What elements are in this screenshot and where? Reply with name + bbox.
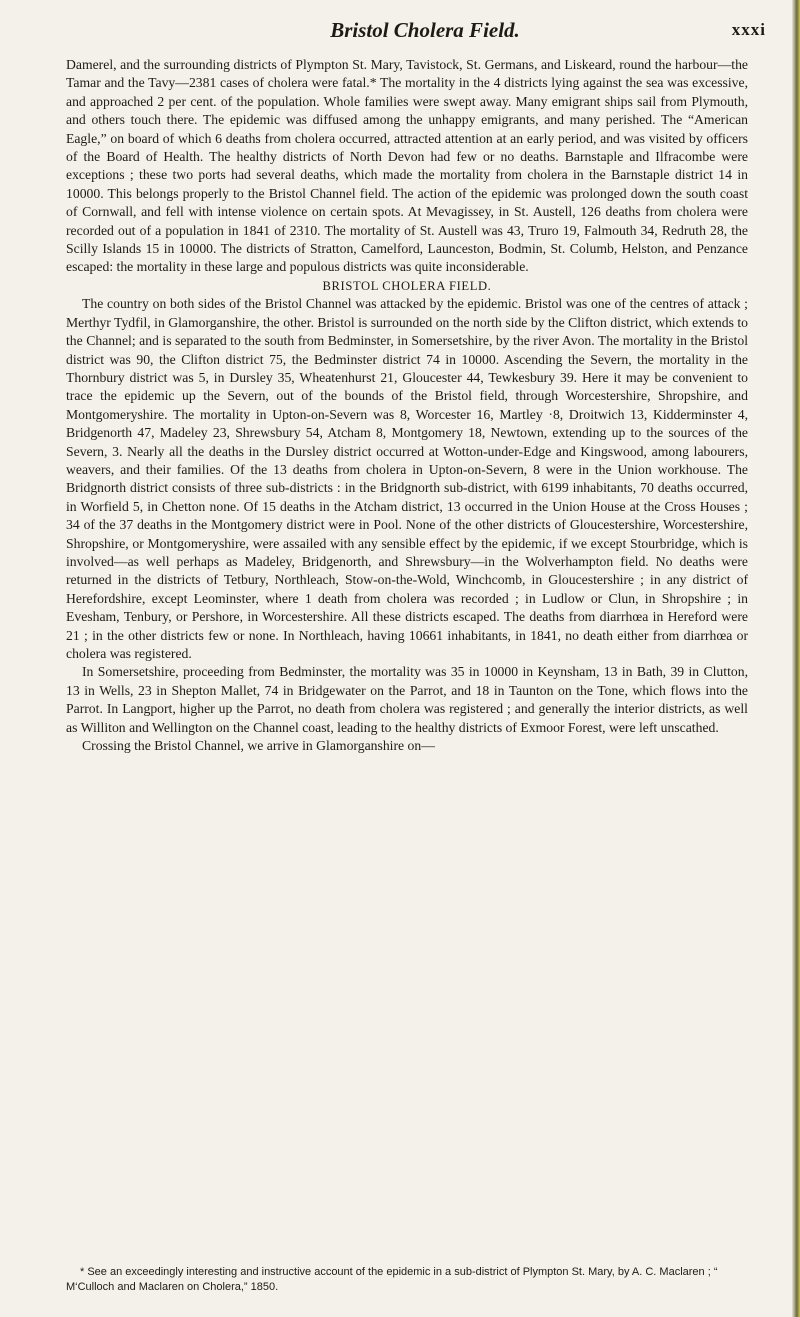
page-header [70, 18, 780, 48]
footnote: * See an exceedingly interesting and instructive account of the epidemic in a sub-district of Plympton St. Mary, by A. C. Maclaren ; “ M‘Culloch and Maclaren on Cholera,” 1850. [66, 1266, 718, 1293]
page-edge [792, 0, 800, 1317]
section-heading: BRISTOL CHOLERA FIELD. [322, 278, 492, 293]
paragraph-bristol-channel: The country on both sides of the Bristol Channel was attacked by the epidemic. Bristol was one of the centres of attack ; Merthyr Tydfil, in Glamorganshire, the other. Bristol is surrounded on the north side by the Clifton district, which extends to the Channel; and is separated to the south from Bedminster, in Somersetshire, by the river Avon. The mortality in the Bristol district was 90, the Clifton district 75, the Bedminster district 74 in 10000. Ascending the Severn, the mortality in the Thornbury district was 5, in Dursley 35, Wheatenhurst 21, Gloucester 44, Tewkesbury 39. Here it may be convenient to trace the epidemic up the Severn, out of the bounds of the Bristol field, through Worcestershire, Shropshire, and Montgomeryshire. The mortality in Upton-on-Severn was 8, Worcester 16, Martley ·8, Droitwich 13, Kidderminster 4, Bridgenorth 47, Madeley 23, Shrewsbury 54, Atcham 8, Montgomery 18, Newtown, extending up to the sources of the Severn, 3. Nearly all the deaths in the Dursley district occurred at Wotton-under-Edge and Kingswood, among labourers, weavers, and their families. Of the 13 deaths from cholera in Upton-on-Severn, 8 were in the Union workhouse. The Bridgnorth district consists of three sub-districts : in the Bridgnorth sub-district, with 6199 inhabitants, 70 deaths occurred, in Worfield 5, in Chetton none. Of 15 deaths in the Atcham district, 13 occurred in the Union House at the Cross Houses ; 34 of the 37 deaths in the Montgomery district were in Pool. None of the other districts of Gloucestershire, Worcestershire, Shropshire, or Montgomeryshire, were assailed with any sensible effect by the epidemic, if we except Stourbridge, which is involved—as well perhaps as Madeley, Bridgenorth, and Shrewsbury—in the Wolverhampton field. No deaths were returned in the districts of Tetbury, Northleach, Stow-on-the-Wold, Winchcomb, in Gloucestershire ; in any district of Herefordshire, except Leominster, where 1 death from cholera was recorded ; in Ludlow or Clun, in Shropshire ; in Evesham, Tenbury, or Pershore, in Worcestershire. All these districts escaped. The deaths from diarrhœa in Hereford were 21 ; in the other districts few or none. In Northleach, having 10661 inhabitants, in 1841, no death either from diarrhœa or cholera was registered. [66, 296, 748, 661]
paragraph-crossing: Crossing the Bristol Channel, we arrive in Glamorganshire on— [82, 738, 435, 754]
paragraph-plympton: Damerel, and the surrounding districts of Plympton St. Mary, Tavistock, St. Germans, and Liskeard, round the harbour—the Tamar and the Tavy—2381 cases of cholera were fatal.* The mortality in the 4 districts lying against the sea was excessive, and approached 2 per cent. of the population. Whole families were swept away. Many emigrant ships sail from Plymouth, and others touch there. The epidemic was diffused among the unhappy emigrants, and many perished. The “American Eagle,” on board of which 6 deaths from cholera occurred, attracted attention at an early period, and was visited by officers of the Board of Health. The healthy districts of North Devon had few or no deaths. Barnstaple and Ilfracombe were exceptions ; these two ports had several deaths, which made the mortality from cholera in the Barnstaple district 14 in 10000. This belongs properly to the Bristol Channel field. The action of the epidemic was prolonged down the south coast of Cornwall, and fell with intense violence on certain spots. At Mevagissey, in St. Austell, 126 deaths from cholera were recorded out of a population in 1841 of 2310. The mortality of St. Austell was 43, Truro 19, Falmouth 34, Redruth 28, the Scilly Islands 15 in 10000. The districts of Stratton, Camelford, Launceston, Bodmin, St. Columb, Helston, and Penzance escaped: the mortality in these large and populous districts was quite inconsiderable. [66, 57, 748, 275]
page-number: xxxi [731, 20, 766, 39]
paragraph-somersetshire: In Somersetshire, proceeding from Bedminster, the mortality was 35 in 10000 in Keynsham, 13 in Bath, 39 in Clutton, 13 in Wells, 23 in Shepton Mallet, 74 in Bridgewater on the Parrot, and 18 in Taunton on the Tone, which flows into the Parrot. In Langport, higher up the Parrot, no death from cholera was registered ; and generally the interior districts, as well as Williton and Wellington on the Channel coast, leading to the healthy districts of Exmoor Forest, were left unscathed. [66, 664, 748, 735]
running-title: Bristol Cholera Field. [330, 18, 520, 42]
body-text [66, 56, 748, 755]
